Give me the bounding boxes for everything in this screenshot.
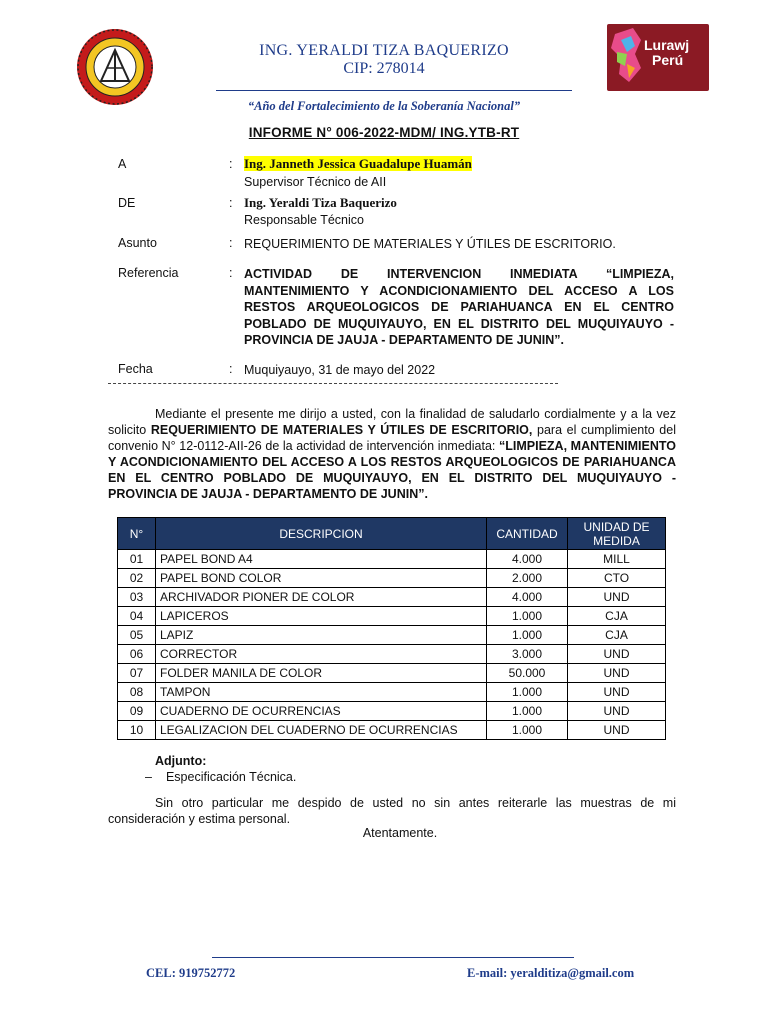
to-colon: : (229, 157, 233, 171)
footer-divider (212, 957, 574, 958)
row-description: ARCHIVADOR PIONER DE COLOR (156, 588, 487, 607)
table-row (118, 550, 666, 569)
header-divider (216, 90, 572, 91)
bullet-dash: – (145, 770, 152, 784)
footer-phone: CEL: 919752772 (146, 966, 236, 980)
header-quantity: CANTIDAD (487, 518, 568, 550)
subject-colon: : (229, 236, 233, 250)
row-unit: CTO (568, 569, 666, 588)
row-quantity: 50.000 (487, 664, 568, 683)
row-unit: UND (568, 683, 666, 702)
row-quantity: 4.000 (487, 550, 568, 569)
subject-value: REQUERIMIENTO DE MATERIALES Y ÚTILES DE ESCRITORIO. (244, 237, 616, 251)
row-num: 10 (118, 721, 156, 740)
from-name: Ing. Yeraldi Tiza Baquerizo (244, 195, 397, 210)
footer-email[interactable]: E-mail: yeralditiza@gmail.com (467, 966, 635, 980)
engineer-name: ING. YERALDI TIZA BAQUERIZO (259, 42, 509, 59)
from-label: DE (118, 196, 136, 210)
year-motto: “Año del Fortalecimiento de la Soberanía Nacional” (247, 99, 521, 113)
row-quantity: 4.000 (487, 588, 568, 607)
reference-value: ACTIVIDAD DE INTERVENCION INMEDIATA “LIMPIEZA, MANTENIMIENTO Y ACONDICIONAMIENTO DEL ACCESO A LOS RESTOS ARQUEOLOGICOS DE PARIAHUANCA EN EL CENTRO POBLADO DE MUQUIYAUYO, EN EL DISTRITO DEL MUQUIYAUYO - PROVINCIA DE JAUJA - DEPARTAMENTO DE JUNIN”. (244, 267, 674, 347)
row-num: 06 (118, 645, 156, 664)
attachments-title: Adjunto: (155, 754, 207, 768)
sign-off: Atentamente. (362, 826, 438, 840)
cip-number: CIP: 278014 (343, 60, 425, 77)
lurawj-peru-logo (607, 24, 709, 91)
row-quantity: 1.000 (487, 721, 568, 740)
row-unit: UND (568, 721, 666, 740)
logo-text-line2: Perú (652, 52, 684, 68)
row-description: LEGALIZACION DEL CUADERNO DE OCURRENCIAS (156, 721, 487, 740)
attachment-item (145, 770, 296, 784)
row-description: CORRECTOR (156, 645, 487, 664)
row-description: FOLDER MANILA DE COLOR (156, 664, 487, 683)
to-role: Supervisor Técnico de AII (244, 175, 387, 189)
header-num: N° (118, 518, 156, 550)
row-description: TAMPON (156, 683, 487, 702)
materials-table (117, 517, 666, 740)
row-quantity: 1.000 (487, 683, 568, 702)
header-unit: UNIDAD DE MEDIDA (568, 518, 666, 550)
table-row (118, 588, 666, 607)
from-colon: : (229, 196, 233, 210)
table-row (118, 569, 666, 588)
row-unit: CJA (568, 626, 666, 645)
row-num: 09 (118, 702, 156, 721)
row-unit: UND (568, 645, 666, 664)
row-quantity: 1.000 (487, 702, 568, 721)
table-row (118, 626, 666, 645)
row-unit: UND (568, 588, 666, 607)
reference-colon: : (229, 266, 233, 280)
row-num: 05 (118, 626, 156, 645)
row-num: 07 (118, 664, 156, 683)
row-quantity: 2.000 (487, 569, 568, 588)
row-num: 04 (118, 607, 156, 626)
subject-label: Asunto (118, 236, 157, 250)
to-name: Ing. Janneth Jessica Guadalupe Huamán (244, 156, 472, 171)
closing-paragraph: Sin otro particular me despido de usted no sin antes reiterarle las muestras de mi consideración y estima personal. (108, 796, 676, 826)
header-description: DESCRIPCION (156, 518, 487, 550)
row-num: 02 (118, 569, 156, 588)
row-unit: UND (568, 664, 666, 683)
report-title: INFORME N° 006-2022-MDM/ ING.YTB-RT (248, 125, 520, 140)
table-header-row (118, 518, 666, 550)
row-quantity: 1.000 (487, 607, 568, 626)
table-row (118, 607, 666, 626)
row-quantity: 3.000 (487, 645, 568, 664)
row-description: PAPEL BOND A4 (156, 550, 487, 569)
date-value: Muquiyauyo, 31 de mayo del 2022 (244, 363, 436, 377)
logo-text-line1: Lurawj (644, 37, 690, 53)
table-row (118, 645, 666, 664)
row-description: LAPIZ (156, 626, 487, 645)
to-label: A (118, 157, 127, 171)
row-description: PAPEL BOND COLOR (156, 569, 487, 588)
reference-label: Referencia (118, 266, 179, 280)
attachment-label: Especificación Técnica. (165, 770, 297, 784)
table-row (118, 702, 666, 721)
table-row (118, 664, 666, 683)
row-description: LAPICEROS (156, 607, 487, 626)
date-label: Fecha (118, 362, 153, 376)
row-unit: MILL (568, 550, 666, 569)
table-row (118, 721, 666, 740)
row-unit: UND (568, 702, 666, 721)
row-num: 08 (118, 683, 156, 702)
row-num: 01 (118, 550, 156, 569)
row-unit: CJA (568, 607, 666, 626)
table-row (118, 683, 666, 702)
body-paragraph: Mediante el presente me dirijo a usted, con la finalidad de saludarlo cordialmente y a la vez solicito REQUERIMIENTO DE MATERIALES Y ÚTILES DE ESCRITORIO, para el cumplimiento del convenio N° 12-0112-AII-26 de la actividad de intervención inmediata: “LIMPIEZA, MANTENIMIENTO Y ACONDICIONAMIENTO DEL ACCESO A LOS RESTOS ARQUEOLOGICOS DE PARIAHUANCA EN EL CENTRO POBLADO DE MUQUIYAUYO, EN EL DISTRITO DEL MUQUIYAUYO - PROVINCIA DE JAUJA - DEPARTAMENTO DE JUNIN”. (108, 407, 676, 501)
row-num: 03 (118, 588, 156, 607)
from-role: Responsable Técnico (244, 213, 364, 227)
date-colon: : (229, 362, 233, 376)
row-quantity: 1.000 (487, 626, 568, 645)
section-divider (108, 383, 558, 384)
row-description: CUADERNO DE OCURRENCIAS (156, 702, 487, 721)
